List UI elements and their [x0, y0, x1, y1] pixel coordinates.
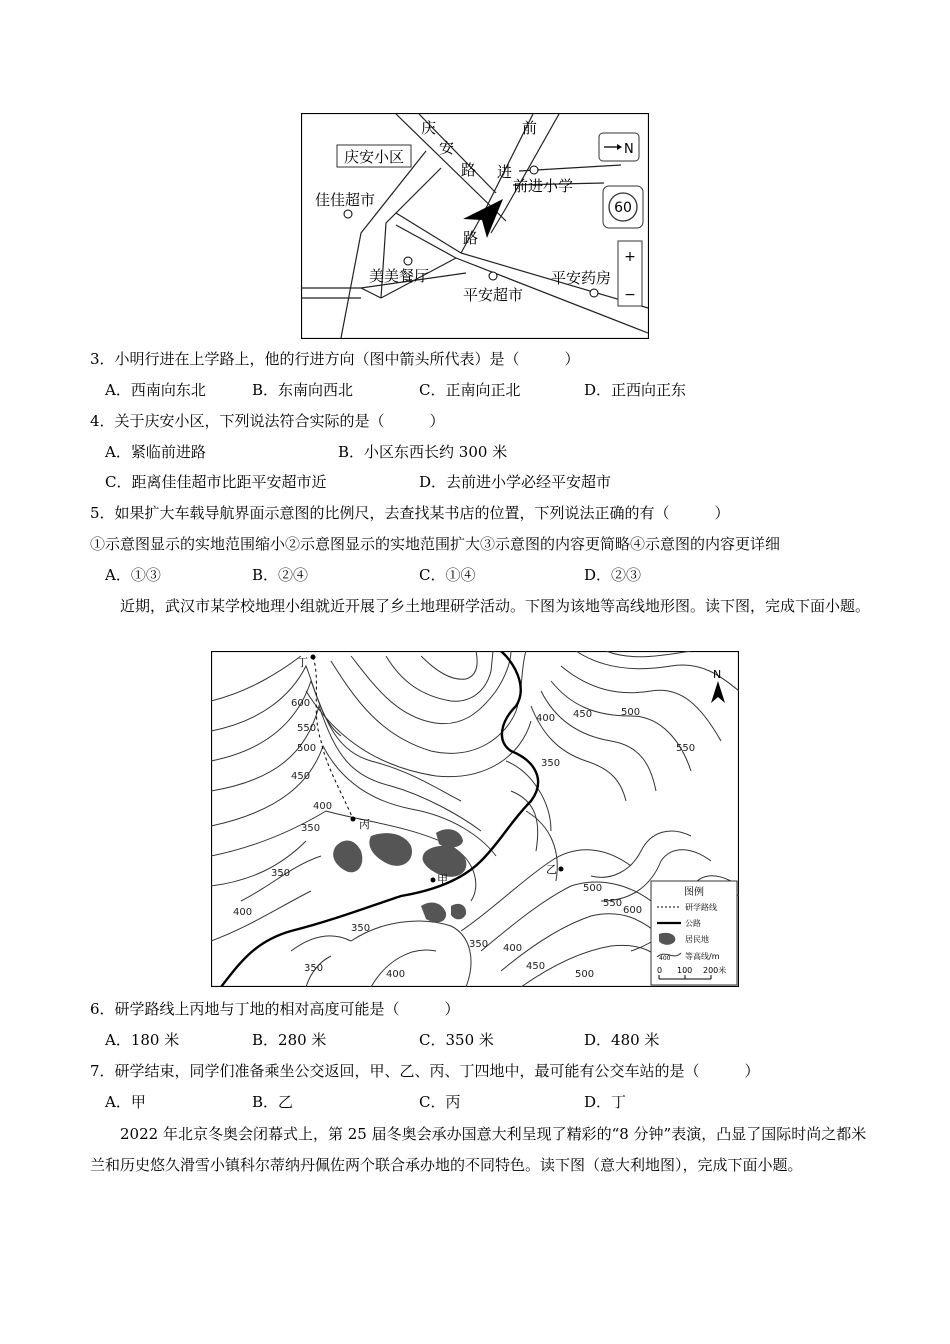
- road-char: 路: [463, 229, 479, 247]
- scale-label: 200米: [703, 966, 727, 975]
- question-3: 3．小明行进在上学路上，他的行进方向（图中箭头所代表）是（ ）: [90, 350, 580, 368]
- point-ding: 丁: [297, 656, 308, 669]
- legend: [651, 881, 737, 985]
- contour-label: 450: [573, 709, 593, 720]
- option: C．丙: [419, 1093, 461, 1111]
- option: D．480 米: [584, 1031, 660, 1049]
- navigation-map: [301, 113, 649, 339]
- contour-label: 350: [304, 963, 324, 974]
- contour-label: 550: [603, 898, 623, 909]
- legend-road: 公路: [685, 919, 701, 928]
- option: B．乙: [252, 1093, 294, 1111]
- option: D．正西向正东: [584, 381, 687, 399]
- option: A．紧临前进路: [105, 443, 206, 461]
- option: B．②④: [252, 566, 309, 584]
- contour-label: 350: [301, 823, 321, 834]
- place-restaurant: 美美餐厅: [369, 267, 430, 285]
- option: B．东南向西北: [252, 381, 354, 399]
- place-pharmacy: 平安药房: [551, 269, 612, 287]
- contour-label: 400: [313, 801, 333, 812]
- legend-title: 图例: [684, 887, 704, 898]
- option: C．距离佳佳超市比距平安超市近: [105, 473, 327, 491]
- compass-label: N: [624, 142, 634, 157]
- legend-contour: 等高线/m: [685, 952, 720, 961]
- contour-label: 400: [536, 713, 556, 724]
- point-jia: 甲: [437, 873, 448, 886]
- contour-label: 500: [297, 743, 317, 754]
- option: B．小区东西长约 300 米: [338, 443, 508, 461]
- point-yi: 乙: [546, 863, 557, 876]
- option: D．丁: [584, 1093, 627, 1111]
- option: C．①④: [419, 566, 476, 584]
- scale-label: 100: [677, 966, 693, 975]
- intro-paragraph: 近期，武汉市某学校地理小组就近开展了乡土地理研学活动。下图为该地等高线地形图。读下图，完成下面小题。: [120, 597, 871, 615]
- option: C．正南向正北: [419, 381, 521, 399]
- place-school: 前进小学: [513, 177, 574, 195]
- contour-label: 350: [541, 758, 561, 769]
- contour-label: 450: [291, 771, 311, 782]
- contour-label: 450: [526, 961, 546, 972]
- intro-paragraph-italy: 2022 年北京冬奥会闭幕式上，第 25 届冬奥会承办国意大利呈现了精彩的“8 分钟”表演，凸显了国际时尚之都米兰和历史悠久滑雪小镇科尔蒂纳丹佩佐两个联合承办地的不同特色。读下图（意大利地图），完成下面小题。: [90, 1125, 867, 1174]
- road-char: 前: [522, 119, 538, 137]
- contour-label: 500: [621, 707, 641, 718]
- point-bing: 丙: [359, 818, 370, 831]
- zoom-in-button[interactable]: +: [624, 249, 636, 265]
- legend-contour-sample: 400: [659, 955, 671, 962]
- community-label: 庆安小区: [343, 148, 405, 166]
- option: A．甲: [105, 1093, 146, 1111]
- option: A．180 米: [105, 1031, 180, 1049]
- contour-label: 600: [623, 905, 643, 916]
- option: A．西南向东北: [105, 381, 206, 399]
- question-4: 4．关于庆安小区，下列说法符合实际的是（ ）: [90, 412, 445, 430]
- option: D．②③: [584, 566, 642, 584]
- legend-settlement: 居民地: [685, 935, 709, 944]
- legend-route: 研学路线: [685, 903, 717, 912]
- contour-label: 400: [503, 943, 523, 954]
- compass-label: N: [713, 668, 722, 681]
- option: A．①③: [105, 566, 161, 584]
- contour-label: 500: [575, 969, 595, 980]
- contour-label: 500: [583, 883, 603, 894]
- place-supermarket: 平安超市: [463, 286, 524, 304]
- contour-label: 350: [469, 939, 489, 950]
- place-jiajia: 佳佳超市: [315, 191, 376, 209]
- contour-label: 350: [351, 923, 371, 934]
- contour-label: 550: [297, 723, 317, 734]
- option: B．280 米: [252, 1031, 327, 1049]
- option: C．350 米: [419, 1031, 494, 1049]
- contour-label: 400: [233, 907, 253, 918]
- question-5: 5．如果扩大车载导航界面示意图的比例尺，去查找某书店的位置，下列说法正确的有（ ）: [90, 504, 730, 522]
- scale-label: 0: [657, 966, 663, 975]
- question-7: 7．研学结束，同学们准备乘坐公交返回，甲、乙、丙、丁四地中，最可能有公交车站的是（ ）: [90, 1062, 760, 1080]
- road-char: 进: [497, 163, 513, 181]
- option: D．去前进小学必经平安超市: [419, 473, 612, 491]
- contour-label: 550: [676, 743, 696, 754]
- question-5-statements: ①示意图显示的实地范围缩小②示意图显示的实地范围扩大③示意图的内容更简略④示意图的内容更详细: [90, 535, 781, 553]
- road-char: 安: [439, 139, 455, 157]
- contour-label: 600: [291, 698, 311, 709]
- speed-limit-icon: 60: [614, 200, 632, 216]
- contour-label: 400: [386, 969, 406, 980]
- contour-map: [211, 651, 739, 987]
- question-6: 6．研学路线上丙地与丁地的相对高度可能是（ ）: [90, 1000, 460, 1018]
- road-char: 庆: [421, 119, 437, 137]
- zoom-out-button[interactable]: −: [624, 287, 636, 303]
- road-char: 路: [461, 161, 477, 179]
- contour-label: 350: [271, 868, 291, 879]
